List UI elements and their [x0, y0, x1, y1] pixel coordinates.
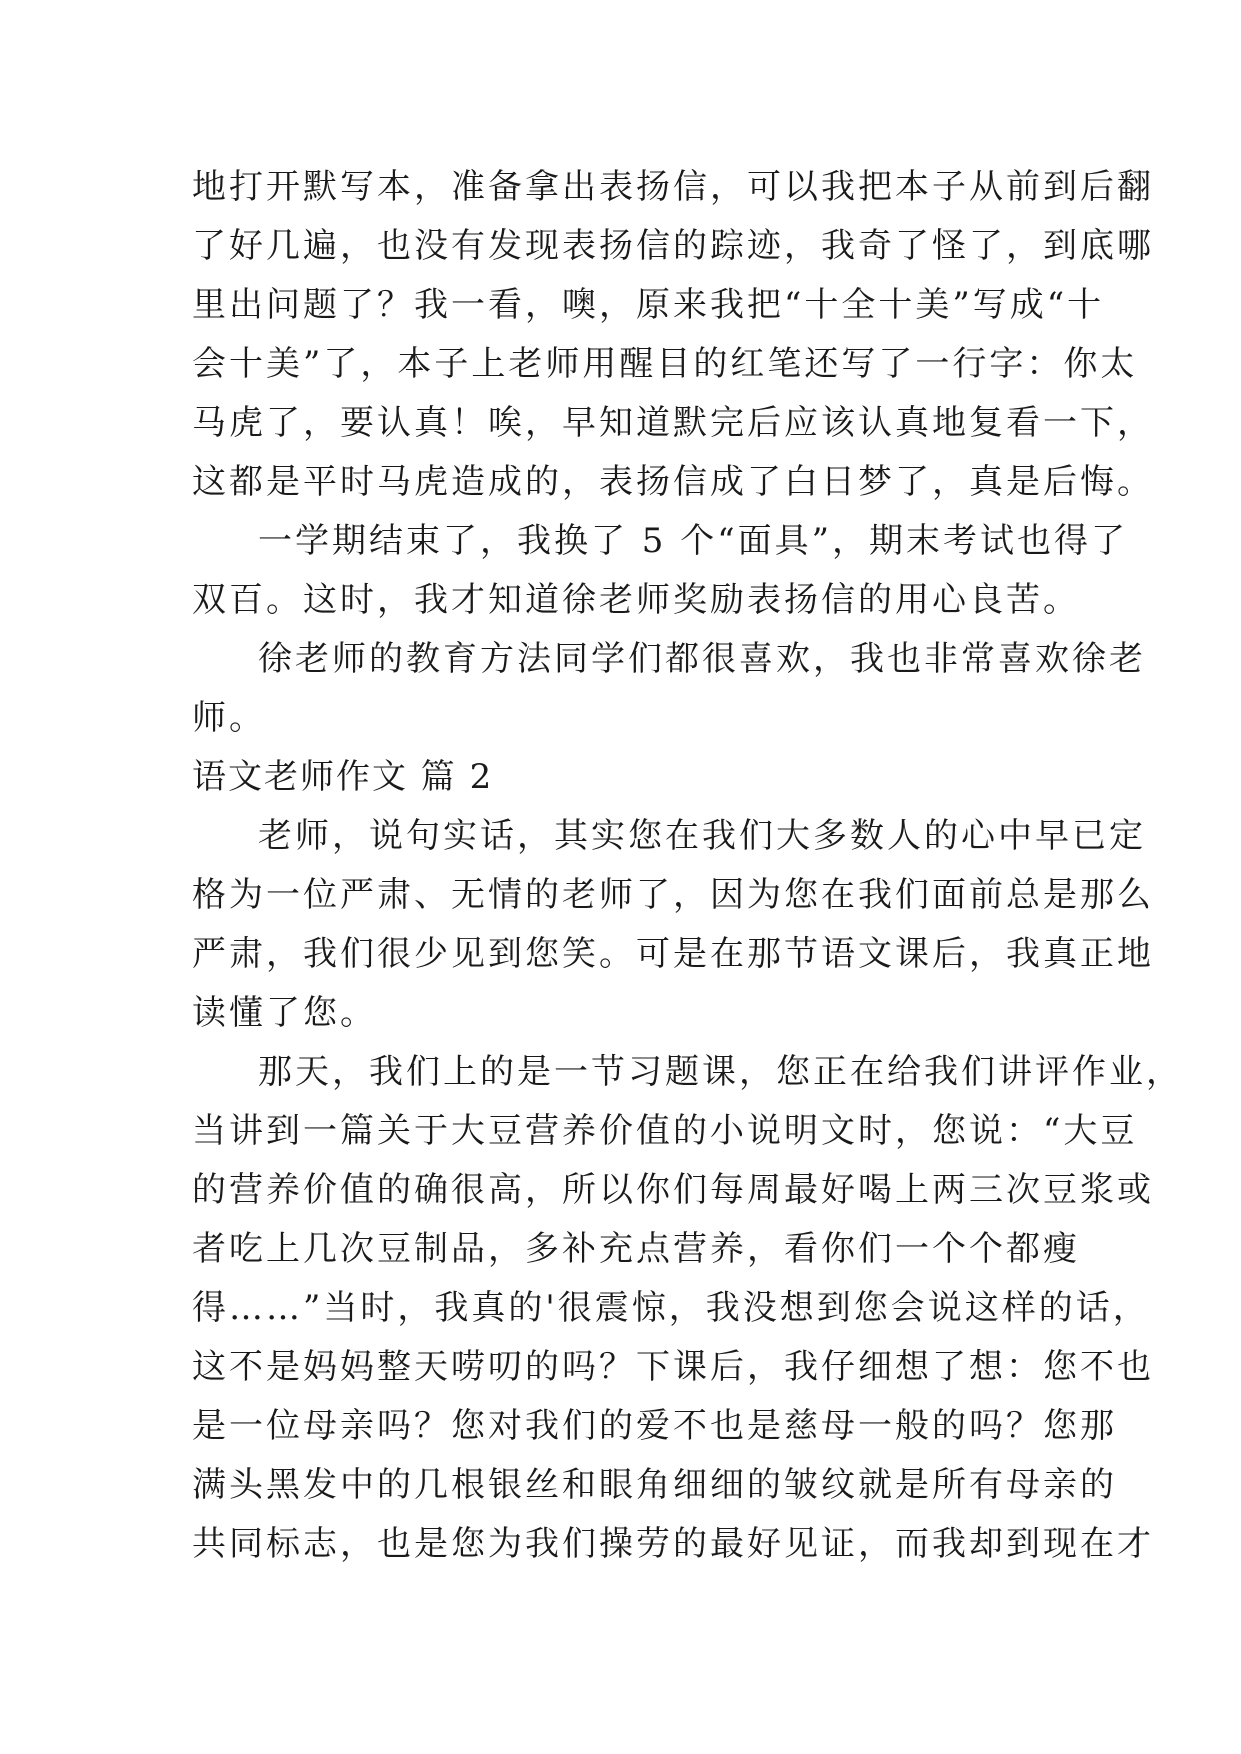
- text-line: 这都是平时马虎造成的，表扬信成了白日梦了，真是后悔。: [192, 462, 1154, 502]
- document-page: [192, 158, 1183, 1574]
- text-line: 当讲到一篇关于大豆营养价值的小说明文时，您说：“大豆: [192, 1111, 1138, 1151]
- text-line: 者吃上几次豆制品，多补充点营养，看你们一个个都瘦: [192, 1229, 1080, 1269]
- text-line: 是一位母亲吗？您对我们的爱不也是慈母一般的吗？您那: [192, 1406, 1117, 1446]
- paragraph-first-line: 一学期结束了，我换了 5 个“面具”，期末考试也得了: [258, 521, 1129, 561]
- text-line: 共同标志，也是您为我们操劳的最好见证，而我却到现在才: [192, 1524, 1154, 1564]
- text-line: 师。: [192, 698, 266, 738]
- text-line: 读懂了您。: [192, 993, 377, 1033]
- text-line: 马虎了，要认真！唉，早知道默完后应该认真地复看一下，: [192, 403, 1154, 443]
- text-line: 得……”当时，我真的'很震惊，我没想到您会说这样的话，: [192, 1288, 1150, 1328]
- paragraph-first-line: 老师，说句实话，其实您在我们大多数人的心中早已定: [258, 816, 1146, 856]
- text-line: 里出问题了？我一看，噢，原来我把“十全十美”写成“十: [192, 285, 1105, 325]
- text-line: 了好几遍，也没有发现表扬信的踪迹，我奇了怪了，到底哪: [192, 226, 1154, 266]
- section-heading: 语文老师作文 篇 2: [192, 757, 494, 797]
- paragraph-first-line: 那天，我们上的是一节习题课，您正在给我们讲评作业，: [258, 1052, 1183, 1092]
- text-line: 的营养价值的确很高，所以你们每周最好喝上两三次豆浆或: [192, 1170, 1154, 1210]
- text-line: 这不是妈妈整天唠叨的吗？下课后，我仔细想了想：您不也: [192, 1347, 1154, 1387]
- text-line: 双百。这时，我才知道徐老师奖励表扬信的用心良苦。: [192, 580, 1080, 620]
- text-line: 会十美”了，本子上老师用醒目的红笔还写了一行字：你太: [192, 344, 1138, 384]
- text-line: 地打开默写本，准备拿出表扬信，可以我把本子从前到后翻: [192, 167, 1154, 207]
- text-line: 严肃，我们很少见到您笑。可是在那节语文课后，我真正地: [192, 934, 1154, 974]
- text-line: 格为一位严肃、无情的老师了，因为您在我们面前总是那么: [192, 875, 1154, 915]
- paragraph-first-line: 徐老师的教育方法同学们都很喜欢，我也非常喜欢徐老: [258, 639, 1146, 679]
- text-line: 满头黑发中的几根银丝和眼角细细的皱纹就是所有母亲的: [192, 1465, 1117, 1505]
